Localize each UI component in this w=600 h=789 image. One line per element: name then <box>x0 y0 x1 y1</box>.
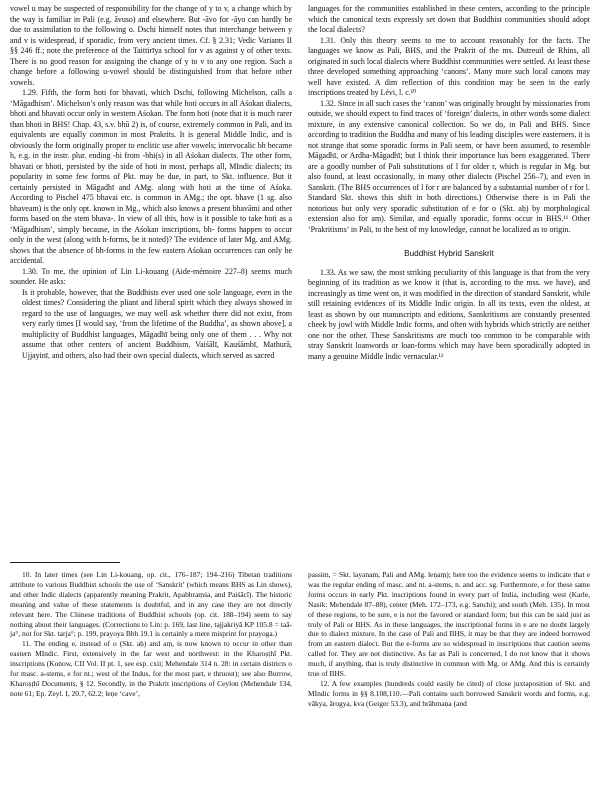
paragraph: vowel u may be suspected of responsibility for the change of y to v, a change which by the way is familiar in Pali (e.g. āvuso) and elsewhere. But -āvo for -āyo can hardly be due to assimilation to the following o. Dschi himself notes that interchange between y and v is widespread, if sporadic, from very ancient times. Cf. § 2.31; Vedic Variants II §§ 246 ff.; note the preference of the Taittirīya school for v as against y of other texts. There is no good reason for assigning the change of y to v to any one region. Such a change before a following u-vowel should be distinguished from that before other vowels. <box>10 4 292 87</box>
section-heading: Buddhist Hybrid Sanskrit <box>404 249 494 258</box>
paragraph-1-30: 1.30. To me, the opinion of Lin Li-kouang (Aide-mémoire 227–8) seems much sounder. He asks: <box>10 266 292 286</box>
footnote-12: 12. A few examples (hundreds could easily be cited) of close juxtaposition of Skt. and MIndic forms in §§ 8.108,110.—Pali contains such borrowed Sanskrit words and forms, e.g. vākya, ārogya, kva (Geiger 53.3), and brāhmaṇa (and <box>308 678 590 708</box>
left-column <box>10 4 292 361</box>
footnote-divider <box>10 562 120 563</box>
footnote-10: 10. In later times (see Lin Li-kouang, op. cit., 176–187; 194–216) Tibetan traditions attribute to various Buddhist schools the use of ‘Sanskrit’ (which means BHS as Lin shows), and other Indic dialects (apparently meaning Prakrit, Apabhraṃśa, and Paiśācī). The historic meaning and value of these statements is doubtful, and in any case they are not directly relevant here. The Chinese traditions of Buddhist schools (op. cit. 188–194) seem to say nothing about their languages. (Corrections to Lin: p. 169, last line, tajjakriyā KP 105.8 = taā-ja°, not for Skt. tarja°; p. 199, prayoya Bbh 19.1 is certainly a mere misprint for prayoga.) <box>10 570 292 639</box>
footnote-11: 11. The ending e, instead of o (Skt. aḥ) and aṃ, is now known to occur in other than eastern MIndic. First, extensively in the far west and northwest: in the Kharoṣṭhī Pkt. inscriptions (Konow, CII Vol. II pt. 1, see esp. cxii; Mehendale 314 n. 28: in certain districts o for masc. a-stems, e for nt.; west of the Indus, for the most part, e thruout); see also Burrow, Kharoṣṭhī Documents, § 12. Secondly, in the Prakrit inscriptions of Ceylon (Mehendale 134, note 61; Ep. Zeyl. I, 20.7, 62.2; leṇe ‘cave’, <box>10 639 292 698</box>
footnotes-left <box>10 570 292 699</box>
paragraph-1-29: 1.29. Fifth, the form hoti for bhavati, which Dschi, following Michelson, calls a ‘Māgadhism’. Michelson’s only reason was that while hoti occurs in all Aśokan dialects, bhoti and bhavati occur only in western Aśokan. The form hoti (note that it is much rarer than bhoti in BHS! Chap. 43, s.v. bhū 2) is, of course, extremely common in Pali, and its equivalents are equally common in most Prakrits. It is general Middle Indic, and is obviously the form originally proper to enclitic use after vowels; intervocalic bh became h, e.g. in the instr. plur. ending -hi from -bhi(s) in all Aśokan dialects. The other form, bhavati or bhoti, persisted by the side of hoti in most, perhaps all, MIndic dialects; its popularity in some few forms of Pkt. may be due, in part, to Skt. influence. But it certainly persisted in Māgadhī and AMg. along with hoti at the time of Aśoka. According to Pischel 475 bhavai etc. is common in AMg.; the opt. bhave (1 sg. also bhaveam) is the only opt. known in Mg., which also knows a present bhavāmi and other forms based on the stem bhava-. In view of all this, how is it possible to take hoti as a ‘Māgadhism’, simply because, in the Aśokan inscriptions, bh- forms happen to occur only in the west (along with h-forms, be it noted)? The evidence of later Mg. and AMg. shows that the absence of bh-forms in the few eastern Aśokan occurrences can only be accidental. <box>10 88 292 265</box>
footnote-11-continued: passim, = Skt. layanam, Pali and AMg. leṇaṃ); here too the evidence seems to indicate that e was the regular ending of masc. and nt. a-stems, n. and acc. sg. Furthermore, e for these same forms occurs in early Pkt. inscriptions found in every part of India, including west (Karle, Nasik: Mehendale 87–88), center (Meh. 172–173, e.g. Sanchi); and south (Meh. 135). In most of these regions, to be sure, e is not the favored or standard form; but this can be said just as truly of Pali or BHS. As in these languages, the inscriptional forms in e are no doubt largely due to dialect mixture. In the case of Pali and BHS, it may be that they are indeed borrowed from an eastern dialect. But the e-forms are so widespread in inscriptions that caution seems called for. They are not distinctive. As far as Pali is concerned, I do not know that it shows much, if anything, that is truly distinctive in common with Mg. or AMg. And this is certainly true of BHS. <box>308 570 590 679</box>
paragraph-1-33: 1.33. As we saw, the most striking peculiarity of this language is that from the very beginning of its tradition as we know it (that is, according to the mss. we have), and increasingly as time went on, it was modified in the direction of standard Sanskrit, while still retaining evidences of its Middle Indic origin. In all its texts, even the oldest, at least as shown by our manuscripts and editions, Sanskritisms are constantly presented cheek by jowl with Middle Indic forms, and often with hybrids which strictly are neither one nor the other. These Sanskritisms are much too common to be comparable with stray Sanskrit loanwords or loan-forms which may have been sporadically adopted in many a genuine Middle Indic vernacular.¹² <box>308 267 590 361</box>
footnotes-right <box>308 570 590 709</box>
paragraph: languages for the communities established in these centers, according to the principle which the canonical texts expressly set down that Buddhist communities should adopt the local dialects? <box>308 4 590 34</box>
paragraph-1-31: 1.31. Only this theory seems to me to account reasonably for the facts. The languages we know as Pali, BHS, and the Prakrit of the ms. Dutreuil de Rhins, all originated in such local dialects where Buddhist communities were settled. At least these three developed something approaching ‘canons’. Many more such local canons may well have existed. A dim reflection of this condition may be seen in the early inscriptions treated by Lévi, l. c.¹⁰ <box>308 35 590 97</box>
block-quote: Is it probable, however, that the Buddhists ever used one sole language, even in the oldest times? Considering the pliant and liberal spirit which they always showed in regard to the use of languages, we may well ask whether there did not exist, from very early times [I would say, ‘from the lifetime of the Buddha’, as shown above], a multiplicity of Buddhist languages, Māgadhī being only one of them . . . Why not assume that other centers of ancient Buddhism, Vaiśālī, Kauśāmbī, Mathurā, Ujjayinī, and others, also had their own special dialects, which served as sacred <box>22 287 292 360</box>
right-column <box>308 4 590 362</box>
paragraph-1-32: 1.32. Since in all such cases the ‘canon’ was originally brought by missionaries from outside, we should expect to find traces of ‘foreign’ dialects, in other words some dialect mixture, in any extensive canonical collection. So we do, in Pali and BHS. Since according to tradition the Buddha and many of his leading disciples were easterners, it is not strange that some sporadic forms in Pali seem, or have been assumed, to resemble Māgadhī, or Ardha-Māgadhī; but I think their importance has been exaggerated. There are a goodly number of Pali substitutions of l for older r, which is regular in Mg. but also found, at least occasionally, in many other dialects (Pischel 256–7), and even in Sanskrit. (The BHS occurrences of l for r are balanced by a substantial number of r for l. Standard Skt. shows this shift in both directions.) Otherwise there is in Pali the notorious but only very sporadic substitution of e for o (Skt. aḥ) by morphological extension also for aṃ). Similar, and equally sporadic, forms occur in BHS.¹¹ Other ‘Prakritisms’ in Pali, to the best of my knowledge, cannot be localized as to origin. <box>308 98 590 234</box>
